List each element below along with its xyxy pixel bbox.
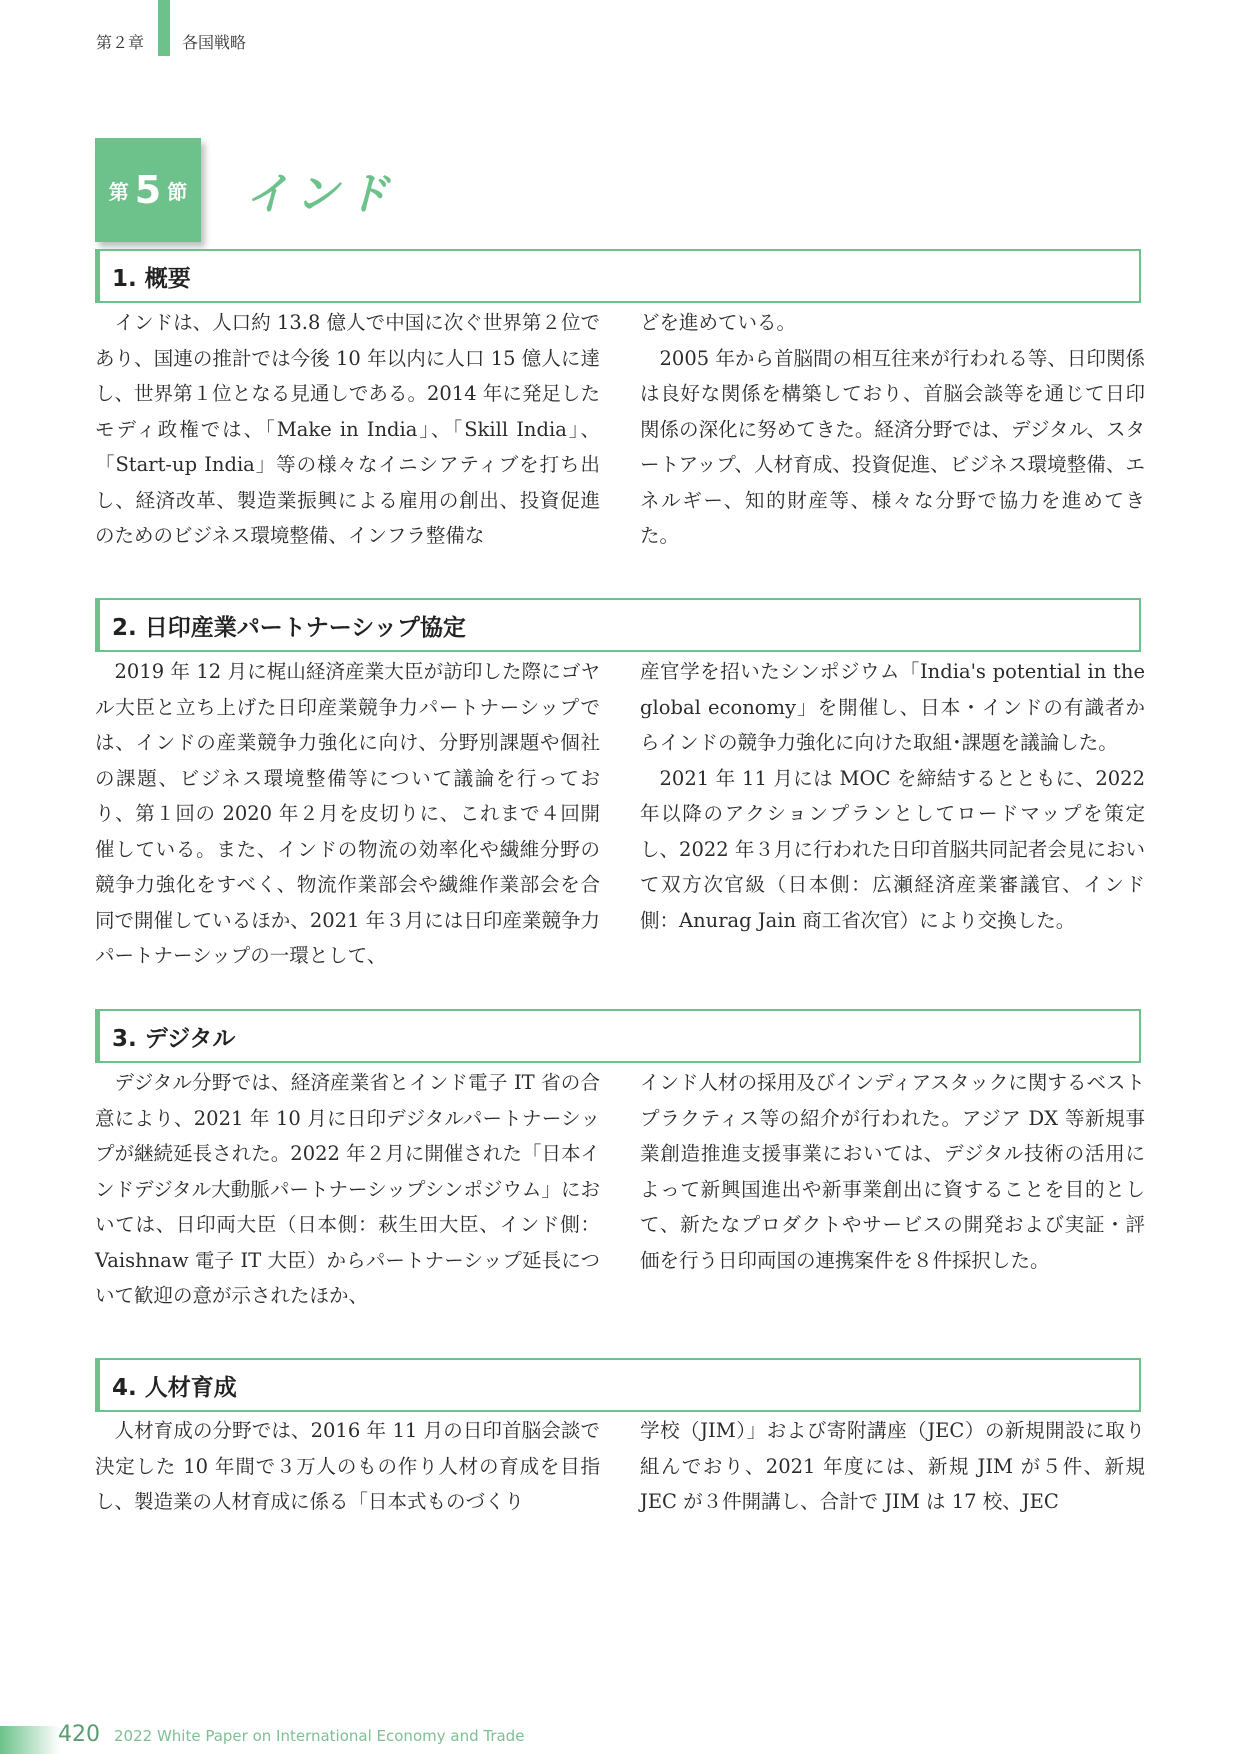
overview-right-column xyxy=(640,305,1145,554)
publication-title: 2022 White Paper on International Economy and Trade xyxy=(114,1727,525,1745)
digital-right-column xyxy=(640,1065,1145,1278)
chapter-divider-bar xyxy=(158,0,170,56)
subsection-heading-overview: 1. 概要 xyxy=(95,249,1141,303)
paragraph: インドは、人口約 13.8 億人で中国に次ぐ世界第２位であり、国連の推計では今後 10 年以内に人口 15 億人に達し、世界第１位となる見通しである。2014 年に発足したモディ政権では、「Make in India」、「Skill India」、「Start-up India」等の様々なイニシアティブを打ち出し、経済改革、製造業振興による雇用の創出、投資促進のためのビジネス環境整備、インフラ整備な xyxy=(95,311,600,547)
chapter-title: 各国戦略 xyxy=(182,33,247,52)
section-number: 5 xyxy=(134,168,162,212)
subsection-heading-human-resources: 4. 人材育成 xyxy=(95,1358,1141,1412)
digital-left-column xyxy=(95,1065,600,1314)
paragraph-continued: 産官学を招いたシンポジウム「India's potential in the global economy」を開催し、日本・インドの有識者からインドの競争力強化に向けた取組･課題を議論した。 xyxy=(640,660,1145,754)
paragraph-continued: 学校（JIM）」および寄附講座（JEC）の新規開設に取り組んでおり、2021 年度には、新規 JIM が５件、新規 JEC が３件開講し、合計で JIM は 17 校、JEC xyxy=(640,1419,1145,1513)
hr-left-column xyxy=(95,1413,600,1520)
paragraph: 2019 年 12 月に梶山経済産業大臣が訪印した際にゴヤル大臣と立ち上げた日印産業競争力パートナーシップでは、インドの産業競争力強化に向け、分野別課題や個社の課題、ビジネス環境整備等について議論を行っており、第１回の 2020 年２月を皮切りに、これまで４回開催している。また、インドの物流の効率化や繊維分野の競争力強化をすべく、物流作業部会や繊維作業部会を合同で開催しているほか、2021 年３月には日印産業競争力パートナーシップの一環として、 xyxy=(95,660,600,967)
subsection-heading-digital: 3. デジタル xyxy=(95,1009,1141,1063)
section-prefix: 第 xyxy=(108,179,129,204)
paragraph-continued: どを進めている。 xyxy=(640,311,797,334)
paragraph-continued: インド人材の採用及びインディアスタックに関するベストプラクティス等の紹介が行われた。アジア DX 等新規事業創造推進支援事業においては、デジタル技術の活用によって新興国進出や新事業創出に資することを目的として、新たなプロダクトやサービスの開発および実証・評価を行う日印両国の連携案件を８件採択した。 xyxy=(640,1071,1145,1272)
subsection-heading-industrial-partnership: 2. 日印産業パートナーシップ協定 xyxy=(95,598,1141,652)
paragraph: 2005 年から首脳間の相互往来が行われる等、日印関係は良好な関係を構築しており、首脳会談等を通じて日印関係の深化に努めてきた。経済分野では、デジタル、スタートアップ、人材育成、投資促進、ビジネス環境整備、エネルギー、知的財産等、様々な分野で協力を進めてきた。 xyxy=(640,346,1145,547)
section-suffix: 節 xyxy=(167,179,188,204)
partnership-left-column xyxy=(95,654,600,974)
paragraph: 人材育成の分野では、2016 年 11 月の日印首脳会談で決定した 10 年間で３万人のもの作り人材の育成を目指し、製造業の人材育成に係る「日本式ものづくり xyxy=(95,1419,600,1513)
chapter-label: 第２章 xyxy=(96,33,145,52)
paragraph: デジタル分野では、経済産業省とインド電子 IT 省の合意により、2021 年 10 月に日印デジタルパートナーシップが継続延長された。2022 年２月に開催された「日本インドデジタル大動脈パートナーシップシンポジウム」においては、日印両大臣（日本側：萩生田大臣、インド側：Vaishnaw 電子 IT 大臣）からパートナーシップ延長について歓迎の意が示されたほか、 xyxy=(95,1071,600,1307)
page-number: 420 xyxy=(58,1722,100,1747)
partnership-right-column xyxy=(640,654,1145,938)
section-number-badge xyxy=(95,138,201,242)
section-title: インド xyxy=(245,169,395,220)
footer-accent-gradient xyxy=(0,1726,60,1754)
overview-left-column xyxy=(95,305,600,554)
hr-right-column xyxy=(640,1413,1145,1520)
paragraph: 2021 年 11 月には MOC を締結するとともに、2022 年以降のアクションプランとしてロードマップを策定し、2022 年３月に行われた日印首脳共同記者会見において双方次官級（日本側：広瀬経済産業審議官、インド側：Anurag Jain 商工省次官）により交換した。 xyxy=(640,766,1145,932)
